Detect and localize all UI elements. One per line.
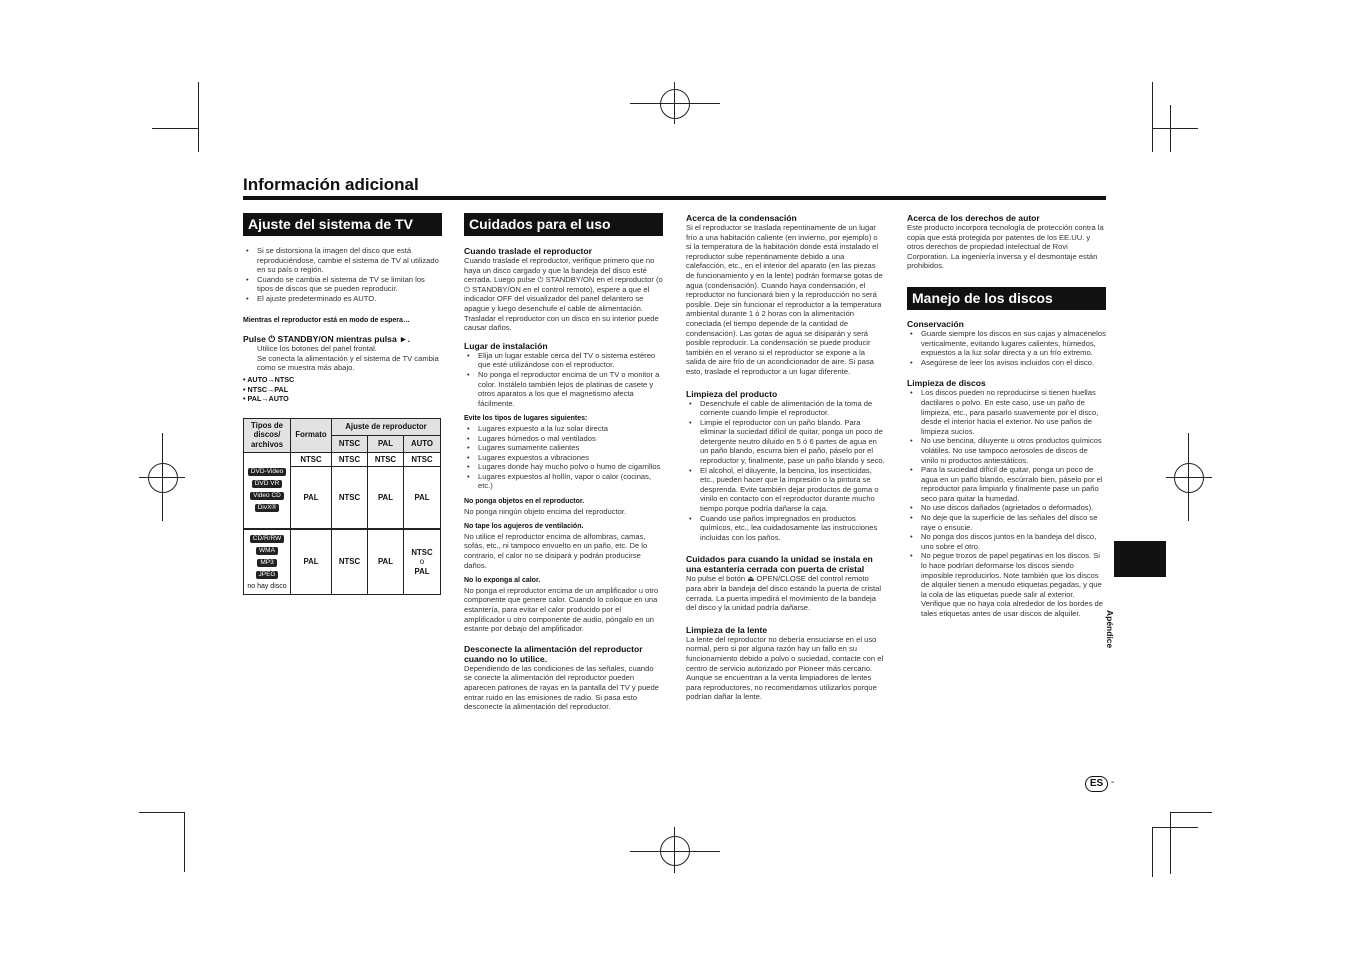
table-cell: NTSC [332,467,368,529]
disc-cleaning-heading: Limpieza de discos [907,378,986,389]
press-desc-1: Utilice los botones del panel frontal. [257,344,377,354]
language-badge: ES [1085,776,1108,792]
moving-heading: Cuando traslade el reproductor [464,246,592,256]
list-item: • Asegúrese de leer los avisos incluidos con el disco. [921,358,1106,368]
table-cell: PAL [367,529,403,595]
heat-text: No ponga el reproductor encima de un amplificador u otro componente que genere calor. Cuando lo coloque en una estantería, para evitar el calor producido por el amplificador u otro componente de audio, póngalo en un estante por debajo del amplificador. [464,585,659,634]
condensation-column [686,213,885,702]
list-item: • Guarde siempre los discos en sus cajas y almacénelos verticalmente, evitando lugares calientes, húmedos, expuestos a la luz solar directa y a un frío extremo. [921,329,1106,358]
title-rule [243,196,1106,200]
tv-system-heading: Ajuste del sistema de TV [243,213,442,236]
cycle-item: • NTSC→PAL [243,384,289,394]
list-item: • Si se distorsiona la imagen del disco que está reproduciéndose, cambie el sistema de TV al utilizado en su país o región. [257,246,442,275]
table-row [244,529,441,595]
table-header-types: Tipos de discos/ archivos [244,418,291,452]
copyright-heading: Acerca de los derechos de autor [907,213,1040,223]
list-item: • Lugares expuesto a la luz solar directa [478,424,663,434]
disc-badge: MP3 [257,559,276,567]
table-cell: PAL [367,467,403,529]
list-item: • Los discos pueden no reproducirse si tienen huellas dactilares o polvo. En este caso, use un paño de limpieza, etc., para pasarlo suavemente por el disco, desde el interior hacia el exterior. No use paños de limpieza sucios. [921,388,1106,436]
no-disc-label: no hay disco [247,582,287,590]
placement-bullets [464,351,663,409]
table-cell: PAL [403,467,440,529]
disc-badge: DivX® [255,504,280,512]
section-label: Apéndice [1105,610,1115,649]
objects-heading: No ponga objetos en el reproductor. [464,498,585,506]
disc-handling-heading: Manejo de los discos [907,287,1106,310]
care-heading: Cuidados para el uso [464,213,663,236]
table-cell: NTSC [367,452,403,467]
list-item: • Lugares sumamente calientes [478,443,663,453]
lens-cleaning-heading: Limpieza de la lente [686,624,768,635]
table-cell: NTSC [332,529,368,595]
disc-badge: WMA [256,547,278,555]
tv-system-column [243,213,442,595]
avoid-heading: Evite los tipos de lugares siguientes: [464,415,588,423]
cycle-item: • PAL→AUTO [243,394,289,404]
table-header-format: Formato [291,418,332,452]
copyright-text: Este producto incorpora tecnología de protección contra la copia que está protegida por patentes de los EE.UU. y otros derechos de propiedad intelectual de Rovi Corporation. La ingeniería inversa y el desmontaje están prohibidos. [907,223,1104,271]
table-header-setting: Ajuste de reproductor [332,418,441,435]
list-item: • Elija un lugar estable cerca del TV o sistema estéreo que esté utilizándose con el reproductor. [478,351,663,370]
list-item: • No use discos dañados (agrietados o deformados). [921,503,1106,513]
condensation-heading: Acerca de la condensación [686,213,797,223]
disc-badge: DVD-Video [248,468,286,476]
table-cell: PAL [291,467,332,529]
table-cell: PAL [291,529,332,595]
placement-heading: Lugar de instalación [464,340,548,351]
list-item: • No ponga el reproductor encima de un TV o monitor a color. Instálelo también lejos de platinas de casete y otros aparatos a los que el magnetismo afecta fácilmente. [478,370,663,408]
section-tab [1114,541,1166,577]
disc-badge: DVD VR [252,480,283,488]
press-desc-2: Se conecta la alimentación y el sistema de TV cambia como se muestra más abajo. [257,353,439,373]
storage-heading: Conservación [907,318,964,329]
storage-bullets [907,329,1106,367]
list-item: • No ponga dos discos juntos en la bandeja del disco, uno sobre el otro. [921,532,1106,551]
disc-badge: JPEG [256,571,279,579]
table-header-pal: PAL [367,435,403,452]
list-item: • El alcohol, el diluyente, la bencina, los insecticidas, etc., pueden hacer que la impresión o la pintura se desprenda. Evite también dejar productos de goma o vinilo en contacto con el reproductor durante mucho tiempo porque podría dañarse la caja. [700,466,885,514]
list-item: • Lugares donde hay mucho polvo o humo de cigarrillos [478,462,663,472]
disc-badge: CD/R/RW [250,535,284,543]
ventilation-text: No utilice el reproductor encima de alfombras, camas, sofás, etc., ni tampoco envuelto en un paño, etc. De lo contrario, el calor no se disipará y podrán producirse daños. [464,531,648,570]
disc-format-table [243,418,441,595]
page-title: Información adicional [243,175,419,194]
condensation-text: Si el reproductor se traslada repentinamente de un lugar frío a una habitación caliente (en invierno, por ejemplo) o si la temperatura de la habitación donde está instalado el reproductor sube repentinamente debido a una calefacción, etc., en el interior del aparato (en las piezas de funcionamiento y en la lente) podrán formarse gotas de agua (condensación). Cuando haya condensación, el reproductor no funcionará bien y la reproducción no será posible. Deje sin funcionar el reproductor a la temperatura ambiental durante 1 ó 2 horas con la alimentación conectada (el tiempo depende de la cantidad de condensación). Las gotas de agua se disiparán y será posible reproducir. La condensación se puede producir también en el verano si el reproductor se expone a la salida de aire frío de un acondicionador de aire. Si pasa esto, traslade el reproductor a un lugar diferente. [686,223,883,376]
ventilation-heading: No tape los agujeros de ventilación. [464,523,584,531]
care-column [464,213,663,712]
list-item: • Cuando se cambia el sistema de TV se limitan los tipos de discos que se pueden reproducir. [257,275,442,294]
list-item: • Lugares húmedos o mal ventilados [478,434,663,444]
shelf-care-heading: Cuidados para cuando la unidad se instala en una estantería cerrada con puerta de cristal [686,554,873,575]
auto-value: PAL [414,566,430,576]
heat-heading: No lo exponga al calor. [464,577,541,585]
disconnect-heading: Desconecte la alimentación del reproductor cuando no lo utilice. [464,643,643,664]
list-item: • Desenchufe el cable de alimentación de la toma de corriente cuando limpie el reproductor. [700,399,885,418]
objects-text: No ponga ningún objeto encima del reproductor. [464,506,627,516]
list-item: • Limpie el reproductor con un paño blando. Para eliminar la suciedad difícil de quitar, ponga un poco de detergente neutro diluido en 5 ó 6 partes de agua en un paño blando, escurra bien el paño, páselo por el reproductor y, finalmente, pase un paño blando y seco. [700,418,885,466]
table-row [244,452,441,467]
avoid-bullets [464,424,663,491]
disconnect-text: Dependiendo de las condiciones de las señales, cuando se conecte la alimentación del reproductor pueden aparecen patrones de rayas en la pantalla del TV y puede entrar ruido en las emisiones de radio. Si pasa esto desconecte la alimentación del reproductor. [464,663,659,712]
page-number-dash: - [1111,777,1115,788]
table-cell: NTSC [403,452,440,467]
standby-note: Mientras el reproductor está en modo de espera… [243,316,410,324]
list-item: • No use bencina, diluyente u otros productos químicos volátiles. No use tampoco aerosoles de discos de vinilo ni productos antiestáticos. [921,436,1106,465]
copyright-column [907,213,1106,619]
list-item: • Cuando use paños impregnados en productos químicos, etc., lea cuidadosamente las instrucciones incluidas con los paños. [700,514,885,543]
table-cell [403,529,440,595]
press-instruction: Pulse ⏻ STANDBY/ON mientras pulsa ►. [243,334,411,345]
cycle-item: • AUTO→NTSC [243,374,295,384]
disc-cleaning-bullets [907,388,1106,618]
moving-text: Cuando traslade el reproductor, verifique primero que no haya un disco cargado y que la bandeja del disco esté cerrada. Luego pulse ⏻ STANDBY/ON en el reproductor (o ⏻ STANDBY/ON en el control remoto), espere a que el indicador OFF del visualizador del panel delantero se apague y luego desenchufe el cable de alimentación. Trasladar el reproductor con un disco en su interior puede causar daños. [464,256,663,333]
table-cell: NTSC [332,452,368,467]
auto-value: NTSC [411,547,433,557]
table-cell: NTSC [291,452,332,467]
auto-or: o [419,557,425,567]
list-item: • No pegue trozos de papel pegatinas en los discos. Si lo hace podrían deformarse los discos siendo imposible reproducirlos. Note también que los discos de alquiler tienen a menudo etiquetas pegadas, y que la cola de las etiquetas puede salir al exterior. Verifique que no haya cola alrededor de los bordes de tales etiquetas antes de usar discos de alquiler. [921,551,1106,618]
disc-badge: Video CD [250,492,284,500]
list-item: • Lugares expuestos a vibraciones [478,453,663,463]
product-cleaning-heading: Limpieza del producto [686,388,778,399]
shelf-care-text: No pulse el botón ⏏ OPEN/CLOSE del control remoto para abrir la bandeja del disco estando la puerta de cristal cerrada. La puerta impedirá el movimiento de la bandeja del disco y la unidad podría dañarse. [686,574,882,613]
lens-cleaning-text: La lente del reproductor no debería ensuciarse en el uso normal, pero si por alguna razón hay un fallo en su funcionamiento debido a polvo o suciedad, contacte con el centro de servicio autorizado por Pioneer más cercano. Aunque se encuentran a la venta limpiadores de lentes para reproductores, no recomendamos utilizarlos porque podrían dañar la lente. [686,634,884,702]
product-cleaning-bullets [686,399,885,543]
table-header-auto: AUTO [403,435,440,452]
list-item: • No deje que la superficie de las señales del disco se raye o ensucie. [921,513,1106,532]
list-item: • El ajuste predeterminado es AUTO. [257,294,442,304]
list-item: • Para la suciedad difícil de quitar, ponga un poco de agua en un paño blando, escúrralo bien, páselo por el reproductor para limpiarlo y finalmente pase un paño seco para quitar la humedad. [921,465,1106,503]
list-item: • Lugares expuestos al hollín, vapor o calor (cocinas, etc.) [478,472,663,491]
tv-system-bullets [243,246,442,304]
table-header-ntsc: NTSC [332,435,368,452]
